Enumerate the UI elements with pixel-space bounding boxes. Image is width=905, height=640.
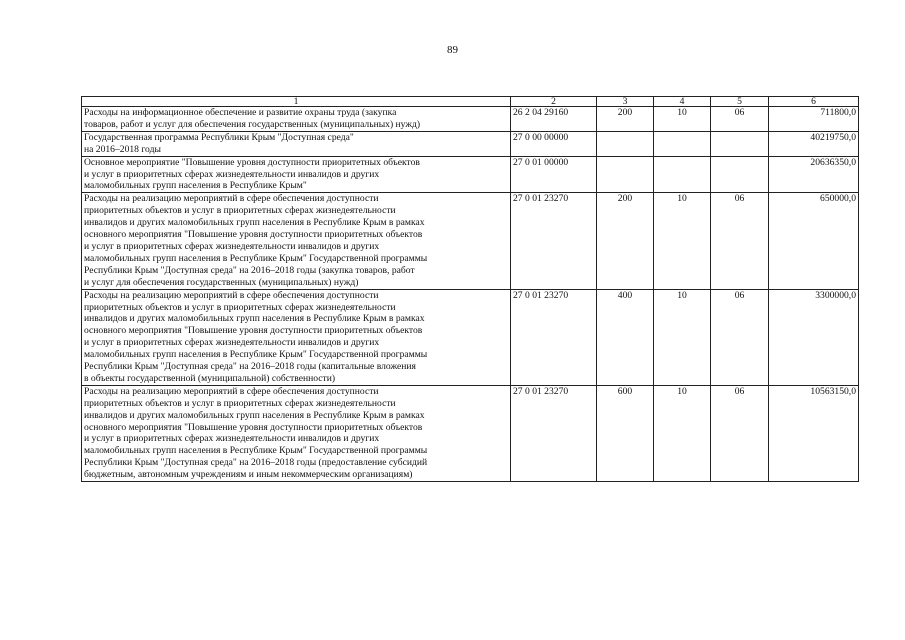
description-line: товаров, работ и услуг для обеспечения государственных (муниципальных) нужд) — [84, 118, 421, 130]
subsection-cell: 06 — [711, 385, 769, 481]
amount-cell: 20636350,0 — [769, 156, 859, 193]
column-header: 2 — [511, 97, 597, 107]
column-header: 3 — [597, 97, 654, 107]
description-cell — [82, 289, 511, 385]
description-line: Республики Крым "Доступная среда" на 2016–2018 годы (предоставление субсидий — [84, 457, 428, 469]
description-line: маломобильных групп населения в Республике Крым" Государственной программы — [84, 445, 428, 457]
expense-type-cell — [597, 156, 654, 193]
description-line: и услуг в приоритетных сферах жизнедеятельности инвалидов и других — [84, 433, 380, 445]
code-cell: 27 0 00 00000 — [511, 131, 597, 156]
description-line: Республики Крым "Доступная среда" на 2016–2018 годы (закупка товаров, работ — [84, 264, 415, 276]
section-cell: 10 — [654, 289, 711, 385]
description-line: инвалидов и других маломобильных групп населения в Республике Крым в рамках — [84, 217, 425, 229]
description-line: и услуг для обеспечения государственных (муниципальных) нужд) — [84, 276, 359, 288]
code-cell: 27 0 01 23270 — [511, 385, 597, 481]
description-line: и услуг в приоритетных сферах жизнедеятельности инвалидов и других — [84, 168, 380, 180]
description-line: основного мероприятия "Повышение уровня доступности приоритетных объектов — [84, 421, 423, 433]
description-line: Расходы на информационное обеспечение и развитие охраны труда (закупка — [84, 107, 397, 118]
page-number: 89 — [447, 44, 458, 56]
subsection-cell: 06 — [711, 193, 769, 289]
table-row — [82, 193, 859, 289]
code-cell: 27 0 01 00000 — [511, 156, 597, 193]
description-cell — [82, 107, 511, 132]
subsection-cell — [711, 156, 769, 193]
description-line: Расходы на реализацию мероприятий в сфере обеспечения доступности — [84, 289, 379, 301]
description-line: на 2016–2018 годы — [84, 143, 161, 155]
subsection-cell: 06 — [711, 289, 769, 385]
column-header: 1 — [82, 97, 511, 107]
column-header: 4 — [654, 97, 711, 107]
description-line: и услуг в приоритетных сферах жизнедеятельности инвалидов и других — [84, 240, 380, 252]
amount-cell: 650000,0 — [769, 193, 859, 289]
description-cell — [82, 156, 511, 193]
description-line: бюджетным, автономным учреждениям и иным некоммерческим организациям) — [84, 469, 413, 481]
description-line: приоритетных объектов и услуг в приоритетных сферах жизнедеятельности — [84, 301, 396, 313]
description-cell — [82, 131, 511, 156]
table-row — [82, 385, 859, 481]
expense-type-cell — [597, 131, 654, 156]
column-header: 5 — [711, 97, 769, 107]
section-cell: 10 — [654, 193, 711, 289]
code-cell: 26 2 04 29160 — [511, 107, 597, 132]
section-cell: 10 — [654, 385, 711, 481]
description-line: основного мероприятия "Повышение уровня доступности приоритетных объектов — [84, 325, 423, 337]
table-header-row — [82, 97, 859, 107]
expense-type-cell: 400 — [597, 289, 654, 385]
description-line: маломобильных групп населения в Республике Крым" Государственной программы — [84, 349, 428, 361]
table-row — [82, 156, 859, 193]
expense-type-cell: 200 — [597, 107, 654, 132]
amount-cell: 10563150,0 — [769, 385, 859, 481]
amount-cell: 40219750,0 — [769, 131, 859, 156]
description-line: основного мероприятия "Повышение уровня доступности приоритетных объектов — [84, 229, 423, 241]
amount-cell: 3300000,0 — [769, 289, 859, 385]
description-cell — [82, 193, 511, 289]
description-line: Расходы на реализацию мероприятий в сфере обеспечения доступности — [84, 193, 379, 205]
section-cell — [654, 131, 711, 156]
description-line: инвалидов и других маломобильных групп населения в Республике Крым в рамках — [84, 313, 425, 325]
description-line: Государственная программа Республики Крым "Доступная среда" — [84, 131, 354, 143]
expense-type-cell: 600 — [597, 385, 654, 481]
code-cell: 27 0 01 23270 — [511, 193, 597, 289]
description-cell — [82, 385, 511, 481]
description-line: маломобильных групп населения в Республике Крым" Государственной программы — [84, 252, 428, 264]
description-line: Республики Крым "Доступная среда" на 2016–2018 годы (капитальные вложения — [84, 361, 416, 373]
description-line: приоритетных объектов и услуг в приоритетных сферах жизнедеятельности — [84, 397, 396, 409]
amount-cell: 711800,0 — [769, 107, 859, 132]
table-row — [82, 289, 859, 385]
expense-type-cell: 200 — [597, 193, 654, 289]
subsection-cell — [711, 131, 769, 156]
description-line: инвалидов и других маломобильных групп населения в Республике Крым в рамках — [84, 409, 425, 421]
budget-table — [81, 96, 859, 482]
description-line: в объекты государственной (муниципальной) собственности) — [84, 372, 336, 384]
section-cell: 10 — [654, 107, 711, 132]
column-header: 6 — [769, 97, 859, 107]
section-cell — [654, 156, 711, 193]
description-line: Расходы на реализацию мероприятий в сфере обеспечения доступности — [84, 385, 379, 397]
description-line: и услуг в приоритетных сферах жизнедеятельности инвалидов и других — [84, 337, 380, 349]
subsection-cell: 06 — [711, 107, 769, 132]
description-line: приоритетных объектов и услуг в приоритетных сферах жизнедеятельности — [84, 205, 396, 217]
description-line: Основное мероприятие "Повышение уровня доступности приоритетных объектов — [84, 156, 420, 168]
table-row — [82, 107, 859, 132]
table-row — [82, 131, 859, 156]
code-cell: 27 0 01 23270 — [511, 289, 597, 385]
table-body — [82, 107, 859, 482]
description-line: маломобильных групп населения в Республике Крым" — [84, 180, 307, 192]
